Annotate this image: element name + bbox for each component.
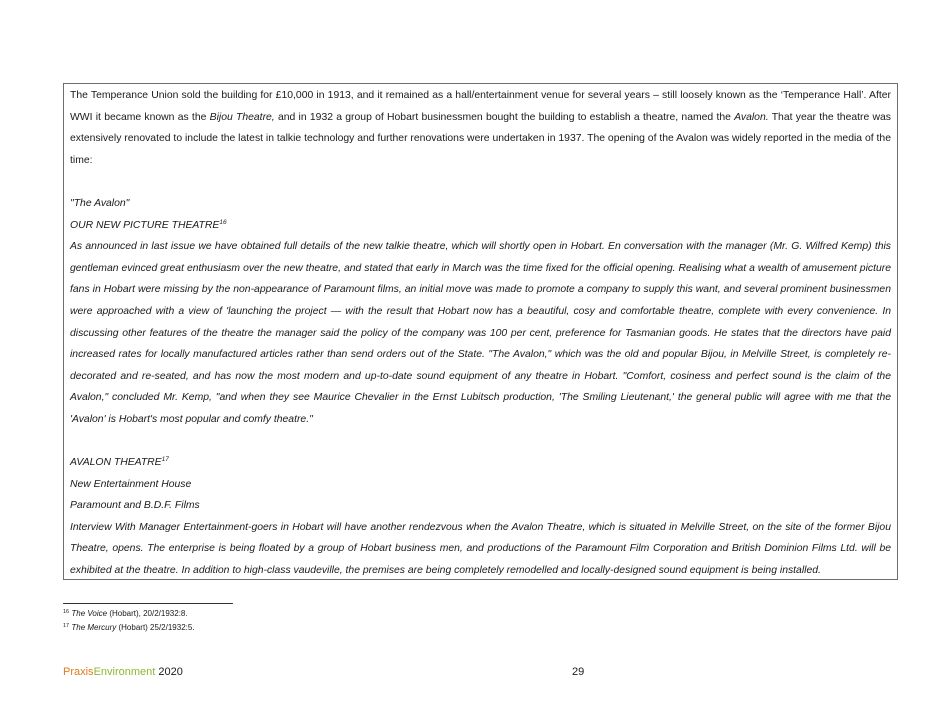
- footnote-16: $^{16}$ The Voice (Hobart), 20/2/1932:8.: [63, 609, 188, 618]
- bijou-theatre-title: Bijou Theatre,: [209, 111, 275, 123]
- quote-box: [63, 83, 898, 580]
- article1-heading: OUR NEW PICTURE THEATRE$^{16}$: [70, 218, 227, 231]
- article1-name: "The Avalon": [70, 197, 130, 209]
- footnote-ref-16[interactable]: 16: [219, 218, 227, 226]
- article2-heading: AVALON THEATRE$^{17}$: [70, 456, 169, 469]
- footnote-ref-17[interactable]: 17: [161, 456, 169, 464]
- article2-subheading-2: Paramount and B.D.F. Films: [70, 500, 200, 512]
- article2-text: Interview With Manager Entertainment-goers in Hobart will have another rendezvous when the Avalon Theatre, which is situated in Melville Street, on the site of the former Bijou Theatre, opens. The enterprise is being floated by a group of Hobart business men, and productions of the Paramount Film Corporation and British Dominion Films Ltd. will be exhibited at the theatre. In addition to high-class vaudeville, the premises are being completely remodelled and locally-designed sound equipment is being installed.: [70, 521, 891, 577]
- footnote-divider: [63, 603, 233, 604]
- article1-text: As announced in last issue we have obtained full details of the new talkie theatre, which will shortly open in Hobart. En conversation with the manager (Mr. G. Wilfred Kemp) this gentleman evinced great enthusiasm over the new theatre, and stated that early in March was the time fixed for the official opening. Realising what a wealth of amusement picture fans in Hobart were missing by the non-appearance of Paramount films, an initial move was made to promote a company to supply this want, and several prominent businessmen were approached with a view of 'launching the project — with the result that Hobart now has a beautiful, cosy and comfortable theatre, complete with every convenience. In discussing other features of the theatre the manager said the policy of the company was 100 per cent, preference for Tasmanian goods. He states that the directors have paid increased rates for locally manufactured articles rather than send orders out of the State. "The Avalon," which was the old and popular Bijou, in Melville Street, is completely re-decorated and re-seated, and has now the most modern and up-to-date sound equipment of any theatre in Hobart. "Comfort, cosiness and perfect sound is the claim of the Avalon," concluded Mr. Kemp, "and when they see Maurice Chevalier in the Ernst Lubitsch production, 'The Smiling Lieutenant,' the general public will agree with me that the 'Avalon' is Hobart's most popular and comfy theatre.": [70, 241, 891, 425]
- article2-subheading-1: New Entertainment House: [70, 478, 192, 490]
- footnote-17: $^{17}$ The Mercury (Hobart) 25/2/1932:5.: [63, 623, 195, 632]
- avalon-title: Avalon.: [734, 111, 769, 123]
- intro-paragraph: The Temperance Union sold the building for £10,000 in 1913, and it remained as a hall/entertainment venue for several years – still loosely known as the ‘Temperance Hall’. After WWI it became known as the Bijou Theatre, and in 1932 a group of Hobart businessmen bought the building to establish a theatre, named the Avalon. That year the theatre was extensively renovated to include the latest in talkie technology and further renovations were undertaken in 1937. The opening of the Avalon was widely reported in the media of the time:: [70, 90, 891, 166]
- footer-brand: PraxisEnvironment 2020: [63, 666, 183, 678]
- page-number: 29: [572, 666, 585, 678]
